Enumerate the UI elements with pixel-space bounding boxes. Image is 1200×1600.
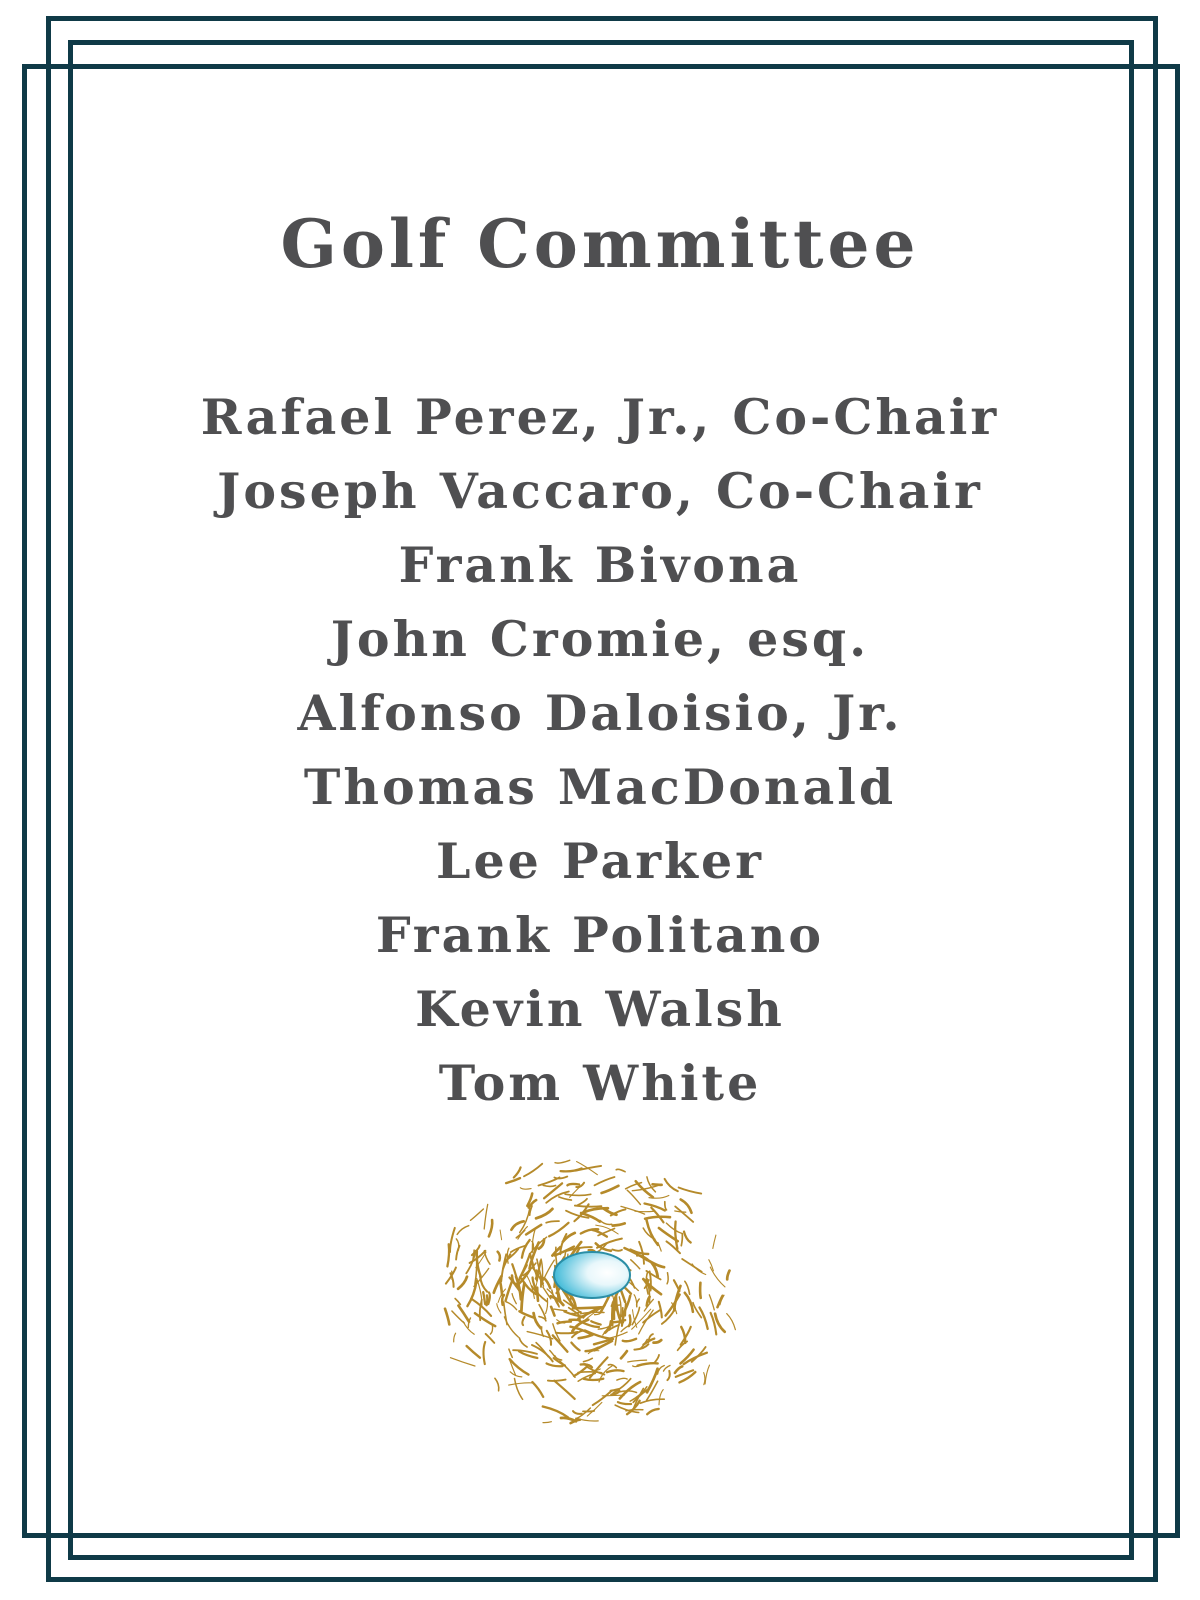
- member-name: Thomas MacDonald: [303, 758, 897, 816]
- twig: [681, 1200, 692, 1213]
- twig: [555, 1160, 570, 1163]
- twig: [600, 1220, 612, 1224]
- twig: [509, 1383, 534, 1385]
- twig: [509, 1349, 512, 1357]
- twig: [536, 1209, 552, 1218]
- twig: [484, 1204, 488, 1229]
- twig: [613, 1223, 625, 1225]
- twig: [506, 1282, 512, 1301]
- member-name: Rafael Perez, Jr., Co-Chair: [200, 388, 1000, 446]
- member-name: Frank Bivona: [398, 536, 802, 594]
- twig: [484, 1251, 490, 1265]
- twig: [684, 1232, 691, 1243]
- twig: [685, 1293, 693, 1312]
- twig: [665, 1179, 678, 1191]
- twig: [631, 1260, 640, 1269]
- twig: [602, 1395, 624, 1396]
- twig: [512, 1276, 515, 1284]
- twig: [554, 1381, 574, 1399]
- twig: [654, 1340, 662, 1343]
- twig: [647, 1369, 658, 1393]
- twig: [627, 1190, 640, 1204]
- twig: [510, 1372, 522, 1377]
- twig: [543, 1407, 568, 1418]
- twig: [602, 1186, 619, 1193]
- twig: [543, 1185, 555, 1186]
- twig: [675, 1222, 677, 1250]
- twig: [458, 1277, 467, 1289]
- twig: [700, 1308, 708, 1329]
- twig: [457, 1226, 469, 1235]
- twig: [536, 1343, 548, 1357]
- twig: [553, 1335, 568, 1351]
- twig: [634, 1295, 637, 1307]
- twig: [548, 1380, 566, 1381]
- twig: [512, 1294, 516, 1304]
- twig: [534, 1313, 541, 1328]
- twig: [612, 1302, 613, 1325]
- twig: [446, 1268, 456, 1284]
- twig: [612, 1250, 622, 1251]
- page-title: Golf Committee: [280, 205, 920, 283]
- twig: [497, 1304, 501, 1313]
- member-name: Alfonso Daloisio, Jr.: [297, 684, 903, 742]
- twig: [573, 1411, 582, 1414]
- twig: [616, 1169, 625, 1171]
- twig: [539, 1177, 560, 1185]
- twig: [556, 1332, 578, 1333]
- twig: [451, 1358, 475, 1366]
- twig: [667, 1273, 668, 1284]
- twig: [480, 1276, 487, 1292]
- twig: [639, 1310, 654, 1334]
- twig: [445, 1309, 449, 1325]
- twig: [618, 1402, 631, 1404]
- twig: [645, 1204, 665, 1211]
- twig: [628, 1360, 647, 1362]
- twig: [681, 1234, 682, 1246]
- member-name: Kevin Walsh: [415, 980, 785, 1038]
- twig: [583, 1411, 594, 1412]
- twig: [467, 1346, 480, 1358]
- twig: [640, 1399, 664, 1403]
- twig: [504, 1302, 507, 1325]
- twig: [700, 1283, 701, 1298]
- twig: [487, 1296, 488, 1306]
- twig: [546, 1221, 559, 1223]
- twig: [506, 1302, 517, 1310]
- member-name: John Cromie, esq.: [330, 610, 870, 668]
- twig: [489, 1220, 492, 1236]
- twig: [579, 1335, 593, 1338]
- egg-icon: [554, 1252, 630, 1298]
- twig: [483, 1342, 485, 1364]
- twig: [567, 1184, 579, 1185]
- twig: [447, 1244, 449, 1266]
- member-name: Joseph Vaccaro, Co-Chair: [217, 462, 983, 520]
- twig: [450, 1228, 455, 1252]
- member-name: Tom White: [438, 1054, 762, 1112]
- twig: [577, 1199, 587, 1206]
- twig: [593, 1391, 612, 1405]
- twig: [475, 1313, 495, 1326]
- twig: [519, 1338, 527, 1347]
- twig: [524, 1164, 542, 1177]
- twig: [454, 1333, 456, 1342]
- twig: [520, 1188, 531, 1189]
- twig: [654, 1355, 659, 1363]
- twig: [607, 1370, 624, 1372]
- twig: [514, 1167, 521, 1177]
- twig: [486, 1334, 495, 1343]
- twig: [704, 1373, 705, 1385]
- twig: [565, 1194, 591, 1195]
- twig: [709, 1295, 714, 1310]
- twig: [675, 1366, 682, 1373]
- twig: [658, 1366, 665, 1375]
- twig: [554, 1309, 567, 1311]
- bird-nest-icon: [440, 1140, 760, 1460]
- twig: [522, 1317, 524, 1325]
- member-name: Frank Politano: [375, 906, 825, 964]
- twig: [595, 1177, 615, 1185]
- twig: [495, 1378, 499, 1391]
- twig: [544, 1278, 550, 1288]
- twig: [515, 1379, 523, 1400]
- twig: [718, 1296, 723, 1307]
- twig: [550, 1350, 555, 1357]
- twig: [647, 1220, 658, 1245]
- twig: [659, 1390, 663, 1405]
- twig: [675, 1211, 686, 1212]
- twig: [653, 1184, 662, 1185]
- twig: [617, 1378, 627, 1380]
- twig: [543, 1422, 551, 1423]
- member-list: [0, 380, 1200, 1120]
- twig: [713, 1235, 716, 1248]
- twig: [455, 1299, 460, 1305]
- twig: [647, 1409, 659, 1414]
- twig: [682, 1259, 702, 1272]
- twig: [521, 1283, 524, 1311]
- twig: [623, 1339, 636, 1341]
- twig: [727, 1314, 736, 1330]
- twig: [727, 1271, 729, 1280]
- twig: [575, 1206, 602, 1207]
- twig: [498, 1252, 500, 1261]
- twig: [471, 1209, 484, 1220]
- twig: [705, 1365, 709, 1384]
- twig: [645, 1217, 670, 1219]
- twig: [591, 1321, 601, 1324]
- twig: [500, 1230, 502, 1240]
- twig: [490, 1325, 492, 1335]
- twig: [621, 1351, 627, 1358]
- twig: [483, 1292, 485, 1304]
- twig: [625, 1304, 626, 1316]
- member-name: Lee Parker: [436, 832, 764, 890]
- twig: [665, 1202, 667, 1210]
- twig: [532, 1382, 543, 1397]
- twig: [710, 1267, 725, 1287]
- twig: [506, 1178, 520, 1183]
- twig: [551, 1307, 554, 1316]
- twig: [679, 1188, 702, 1194]
- twig: [667, 1371, 669, 1380]
- twig: [584, 1379, 604, 1380]
- twig: [674, 1286, 680, 1311]
- twig: [571, 1343, 579, 1351]
- twig: [584, 1358, 593, 1361]
